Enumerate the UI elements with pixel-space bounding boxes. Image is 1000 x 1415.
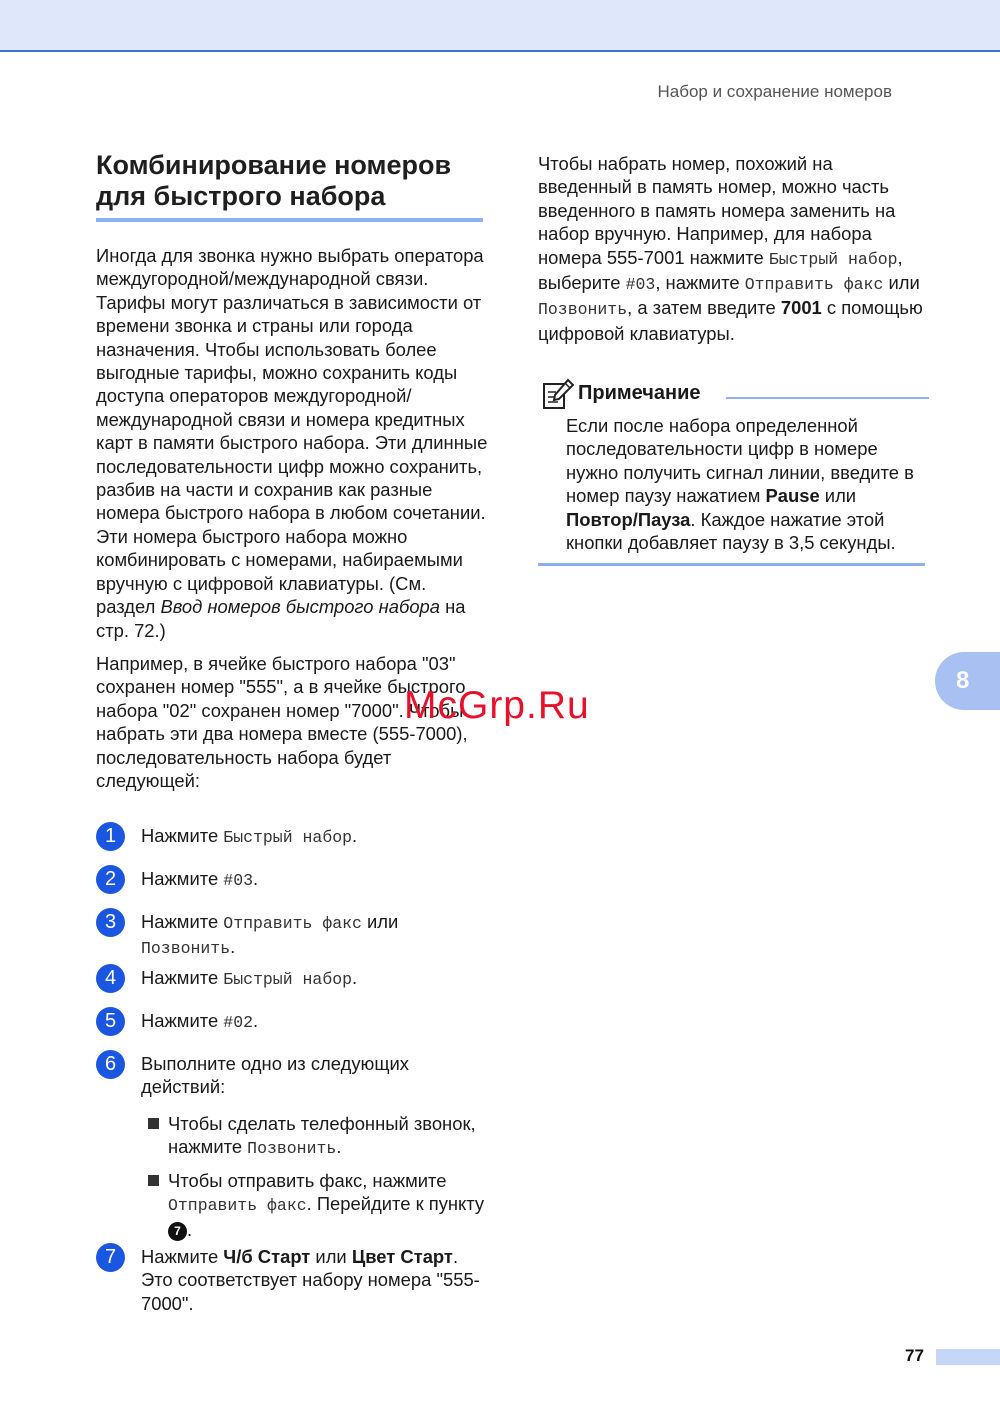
note-bottom-rule bbox=[538, 563, 925, 566]
running-header: Набор и сохранение номеров bbox=[657, 82, 892, 101]
key-fast-dial: Быстрый набор bbox=[768, 249, 898, 269]
key-code-03: #03 bbox=[625, 275, 656, 295]
step-number-badge: 4 bbox=[96, 964, 125, 993]
key-color-start: Цвет Старт bbox=[351, 1246, 453, 1267]
section-title-line1: Комбинирование номеров bbox=[96, 150, 452, 180]
key-send-fax: Отправить факс bbox=[223, 914, 362, 933]
right-column bbox=[538, 152, 928, 554]
bullet-square-icon bbox=[148, 1175, 159, 1186]
step-text: Нажмите Быстрый набор. bbox=[141, 967, 358, 989]
step-number-badge: 1 bbox=[96, 822, 125, 851]
note-title: Примечание bbox=[578, 382, 701, 404]
step-text: Нажмите Быстрый набор. bbox=[141, 825, 358, 847]
page-tab bbox=[936, 1349, 1000, 1365]
partial-dial-paragraph: Чтобы набрать номер, похожий на введенный в память номер, можно часть введенного в память номера заменить на набор вручную. Например, для набора номера 555-7001 нажмите Быстрый набор, выберите #03, нажмите Отправить факс или Позвонить, а затем введите 7001 с помощью цифровой клавиатуры. bbox=[538, 153, 923, 344]
note-rule bbox=[726, 397, 929, 399]
step-number-badge: 2 bbox=[96, 865, 125, 894]
example-paragraph: Например, в ячейке быстрого набора "03" сохранен номер "555", а в ячейке быстрого набора "02" сохранен номер "7000". Чтобы набрать эти два номера вместе (555-7000), последовательность набора будет следующей: bbox=[96, 652, 468, 791]
intro-text-1: Иногда для звонка нужно выбрать оператора междугородной/международной связи. Тарифы могут различаться в зависимости от времени звонка и страны или города назначения. Чтобы использовать более выгодные тарифы, можно сохранить коды доступа операторов междугородной/международной связи и номера кредитных карт в памяти быстрого набора. Эти длинные последовательности цифр можно сохранить, разбив на части и сохранив как разные номера быстрого набора в любом сочетании. Эти номера быстрого набора можно комбинировать с номерами, набираемыми вручную с цифровой клавиатуры. (См. раздел bbox=[96, 245, 488, 618]
key-call: Позвонить bbox=[141, 939, 231, 959]
step-text: Нажмите Отправить факс или Позвонить. bbox=[141, 911, 399, 959]
key-fast-dial: Быстрый набор bbox=[223, 828, 353, 847]
intro-text-2: на стр. 72.) bbox=[96, 596, 466, 641]
note-body: Если после набора определенной последовательности цифр в номере нужно получить сигнал линии, введите в номер паузу нажатием Pause или Повтор/Пауза. Каждое нажатие этой кнопки добавляет паузу в 3,5 секунды. bbox=[566, 415, 914, 554]
key-redial-pause: Повтор/Пауза bbox=[566, 508, 691, 530]
step-text: Выполните одно из следующих действий: bbox=[141, 1053, 409, 1098]
step-text: Нажмите Ч/б Старт или Цвет Старт. Это соответствует набору номера "555-7000". bbox=[141, 1246, 480, 1314]
step-text: Нажмите #03. bbox=[141, 868, 259, 890]
key-pause: Pause bbox=[765, 485, 820, 507]
key-code-03: #03 bbox=[223, 871, 254, 890]
bullet-square-icon bbox=[148, 1118, 159, 1129]
intro-paragraph bbox=[96, 244, 488, 642]
step-ref-7-icon: 7 bbox=[168, 1222, 187, 1241]
page-number: 77 bbox=[905, 1346, 924, 1365]
key-send-fax: Отправить факс bbox=[744, 275, 884, 295]
step-number-badge: 7 bbox=[96, 1243, 125, 1272]
top-band bbox=[0, 0, 1000, 52]
note-header bbox=[542, 378, 928, 412]
section-title bbox=[96, 150, 483, 222]
key-mono-start: Ч/б Старт bbox=[223, 1246, 311, 1267]
substep-text: Чтобы отправить факс, нажмите Отправить факс. Перейдите к пункту 7 . bbox=[168, 1170, 485, 1240]
key-call: Позвонить bbox=[538, 300, 628, 320]
section-title-line2: для быстрого набора bbox=[96, 181, 386, 211]
watermark: McGrp.Ru bbox=[404, 684, 590, 727]
chapter-tab: 8 bbox=[935, 652, 1000, 710]
key-call: Позвонить bbox=[247, 1139, 337, 1159]
step-number-badge: 3 bbox=[96, 908, 125, 937]
note-pencil-icon bbox=[542, 378, 574, 410]
intro-crossref[interactable]: Ввод номеров быстрого набора bbox=[160, 596, 441, 618]
substep-text: Чтобы сделать телефонный звонок, нажмите Позвонить. bbox=[168, 1113, 476, 1159]
digits-7001: 7001 bbox=[780, 297, 822, 319]
step-number-badge: 5 bbox=[96, 1007, 125, 1036]
key-fast-dial: Быстрый набор bbox=[223, 970, 353, 989]
step-number-badge: 6 bbox=[96, 1050, 125, 1079]
key-code-02: #02 bbox=[223, 1013, 254, 1032]
step-text: Нажмите #02. bbox=[141, 1010, 259, 1032]
key-send-fax: Отправить факс bbox=[168, 1196, 307, 1216]
